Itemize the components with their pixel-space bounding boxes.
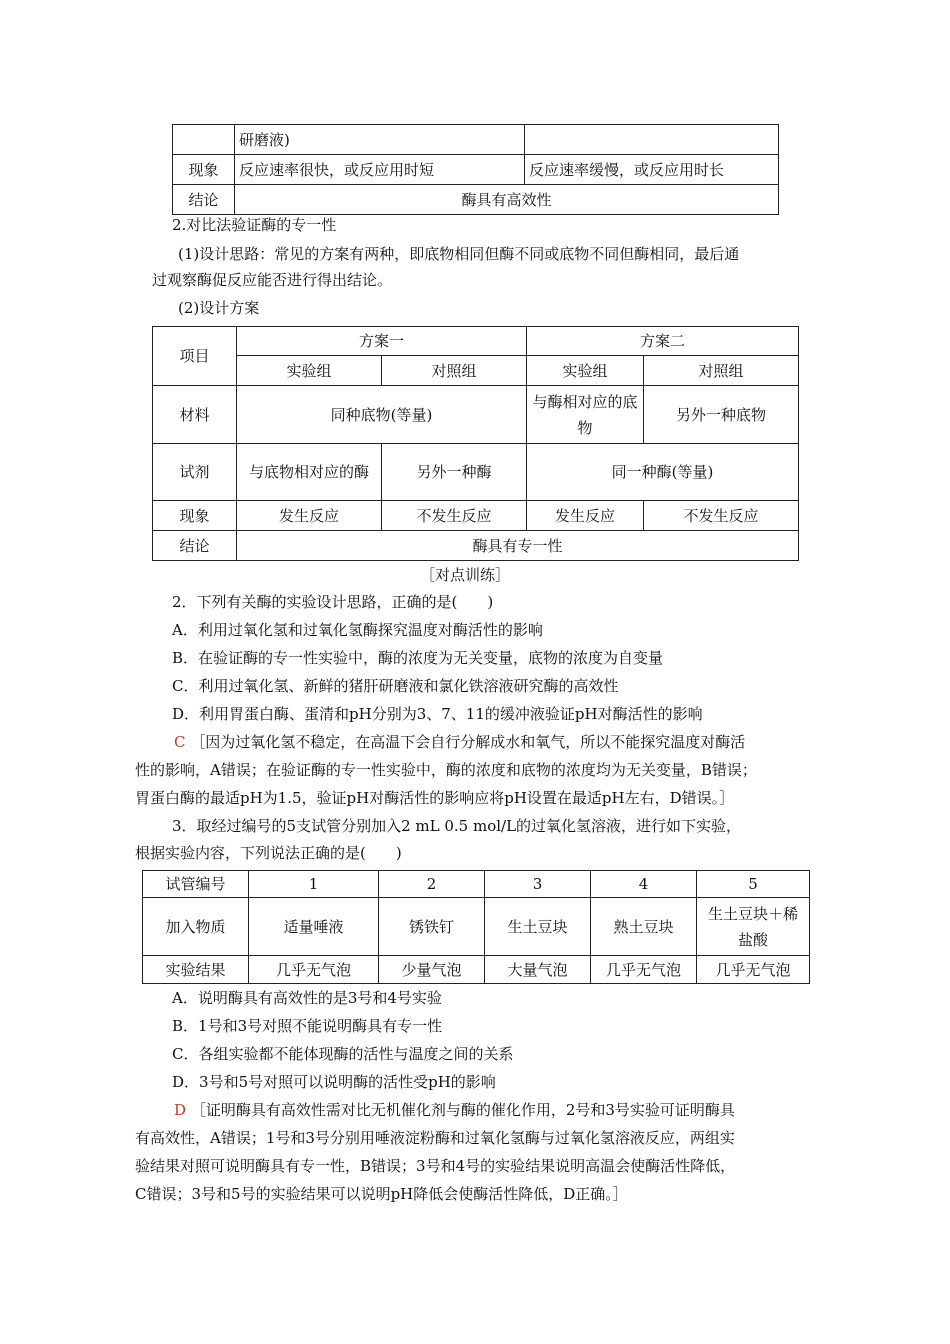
option-b: B．在验证酶的专一性实验中，酶的浓度为无关变量，底物的浓度为自变量	[172, 649, 664, 667]
row-label: 现象	[173, 155, 235, 185]
row-label: 材料	[153, 386, 237, 444]
tube-number: 4	[591, 871, 697, 898]
question-stem: 2．下列有关酶的实验设计思路，正确的是( )	[172, 593, 494, 611]
answer-letter: C	[174, 733, 186, 751]
row-label: 试剂	[153, 444, 237, 501]
cell: 与酶相对应的底物	[527, 386, 644, 444]
result: 少量气泡	[379, 956, 485, 984]
substance: 熟土豆块	[591, 898, 697, 956]
cell: 发生反应	[237, 501, 382, 531]
explanation: 性的影响，A错误；在验证酶的专一性实验中，酶的浓度和底物的浓度均为无关变量，B错误；	[135, 761, 757, 779]
cell: 另外一种酶	[382, 444, 527, 501]
paragraph: (2)设计方案	[178, 299, 260, 317]
cell: 反应速率很快，或反应用时短	[235, 155, 525, 185]
cell: 不发生反应	[644, 501, 799, 531]
result: 大量气泡	[485, 956, 591, 984]
cell: 发生反应	[527, 501, 644, 531]
cell: 与底物相对应的酶	[237, 444, 382, 501]
explanation-text: ［证明酶具有高效性需对比无机催化剂与酶的催化作用，2号和3号实验可证明酶具	[190, 1101, 735, 1119]
continuation-table	[172, 124, 779, 215]
row-label: 试管编号	[143, 871, 249, 898]
cell: 不发生反应	[382, 501, 527, 531]
cell: 同一种酶(等量)	[527, 444, 799, 501]
explanation: 胃蛋白酶的最适pH为1.5，验证pH对酶活性的影响应将pH设置在最适pH左右，D错误。］	[135, 789, 735, 807]
header-cell: 对照组	[644, 356, 799, 386]
substance: 锈铁钉	[379, 898, 485, 956]
option-c: C．各组实验都不能体现酶的活性与温度之间的关系	[172, 1045, 514, 1063]
substance: 适量唾液	[249, 898, 379, 956]
result: 几乎无气泡	[591, 956, 697, 984]
row-label: 加入物质	[143, 898, 249, 956]
explanation: 验结果对照可说明酶具有专一性，B错误；3号和4号的实验结果说明高温会使酶活性降低，	[135, 1157, 736, 1175]
header-cell: 方案一	[237, 327, 527, 356]
result: 几乎无气泡	[697, 956, 810, 984]
question-stem: 根据实验内容，下列说法正确的是( )	[135, 844, 402, 862]
row-label: 结论	[153, 531, 237, 561]
explanation	[174, 1100, 735, 1120]
training-heading: ［对点训练］	[420, 566, 511, 584]
cell: 另外一种底物	[644, 386, 799, 444]
cell: 酶具有高效性	[235, 185, 779, 215]
substance: 生土豆块	[485, 898, 591, 956]
cell: 同种底物(等量)	[237, 386, 527, 444]
tube-number: 1	[249, 871, 379, 898]
row-label: 结论	[173, 185, 235, 215]
cell: 反应速率缓慢，或反应用时长	[525, 155, 779, 185]
substance: 生土豆块＋稀盐酸	[697, 898, 810, 956]
result: 几乎无气泡	[249, 956, 379, 984]
row-label: 实验结果	[143, 956, 249, 984]
design-table	[152, 326, 799, 561]
option-a: A．利用过氧化氢和过氧化氢酶探究温度对酶活性的影响	[172, 621, 543, 639]
section-title: 2.对比法验证酶的专一性	[172, 216, 337, 234]
header-cell: 对照组	[382, 356, 527, 386]
paragraph: 过观察酶促反应能否进行得出结论。	[152, 271, 393, 289]
header-cell: 项目	[153, 327, 237, 386]
paragraph: (1)设计思路：常见的方案有两种，即底物相同但酶不同或底物不同但酶相同，最后通	[178, 245, 740, 263]
cell: 研磨液)	[235, 125, 525, 155]
explanation: C错误；3号和5号的实验结果可以说明pH降低会使酶活性降低，D正确。］	[135, 1185, 628, 1203]
experiment-table	[142, 870, 810, 984]
option-c: C．利用过氧化氢、新鲜的猪肝研磨液和氯化铁溶液研究酶的高效性	[172, 677, 619, 695]
cell	[525, 125, 779, 155]
explanation: 有高效性，A错误；1号和3号分别用唾液淀粉酶和过氧化氢酶与过氧化氢溶液反应，两组实	[135, 1129, 735, 1147]
option-b: B．1号和3号对照不能说明酶具有专一性	[172, 1017, 443, 1035]
tube-number: 5	[697, 871, 810, 898]
cell: 酶具有专一性	[237, 531, 799, 561]
explanation-text: ［因为过氧化氢不稳定，在高温下会自行分解成水和氧气，所以不能探究温度对酶活	[190, 733, 746, 751]
tube-number: 3	[485, 871, 591, 898]
explanation	[174, 732, 745, 752]
header-cell: 实验组	[527, 356, 644, 386]
question-stem: 3．取经过编号的5支试管分别加入2 mL 0.5 mol/L的过氧化氢溶液，进行如下实验，	[172, 817, 742, 835]
cell	[173, 125, 235, 155]
answer-letter: D	[174, 1101, 187, 1119]
header-cell: 实验组	[237, 356, 382, 386]
row-label: 现象	[153, 501, 237, 531]
option-a: A．说明酶具有高效性的是3号和4号实验	[172, 989, 442, 1007]
header-cell: 方案二	[527, 327, 799, 356]
option-d: D．3号和5号对照可以说明酶的活性受pH的影响	[172, 1073, 496, 1091]
option-d: D．利用胃蛋白酶、蛋清和pH分别为3、7、11的缓冲液验证pH对酶活性的影响	[172, 705, 703, 723]
tube-number: 2	[379, 871, 485, 898]
